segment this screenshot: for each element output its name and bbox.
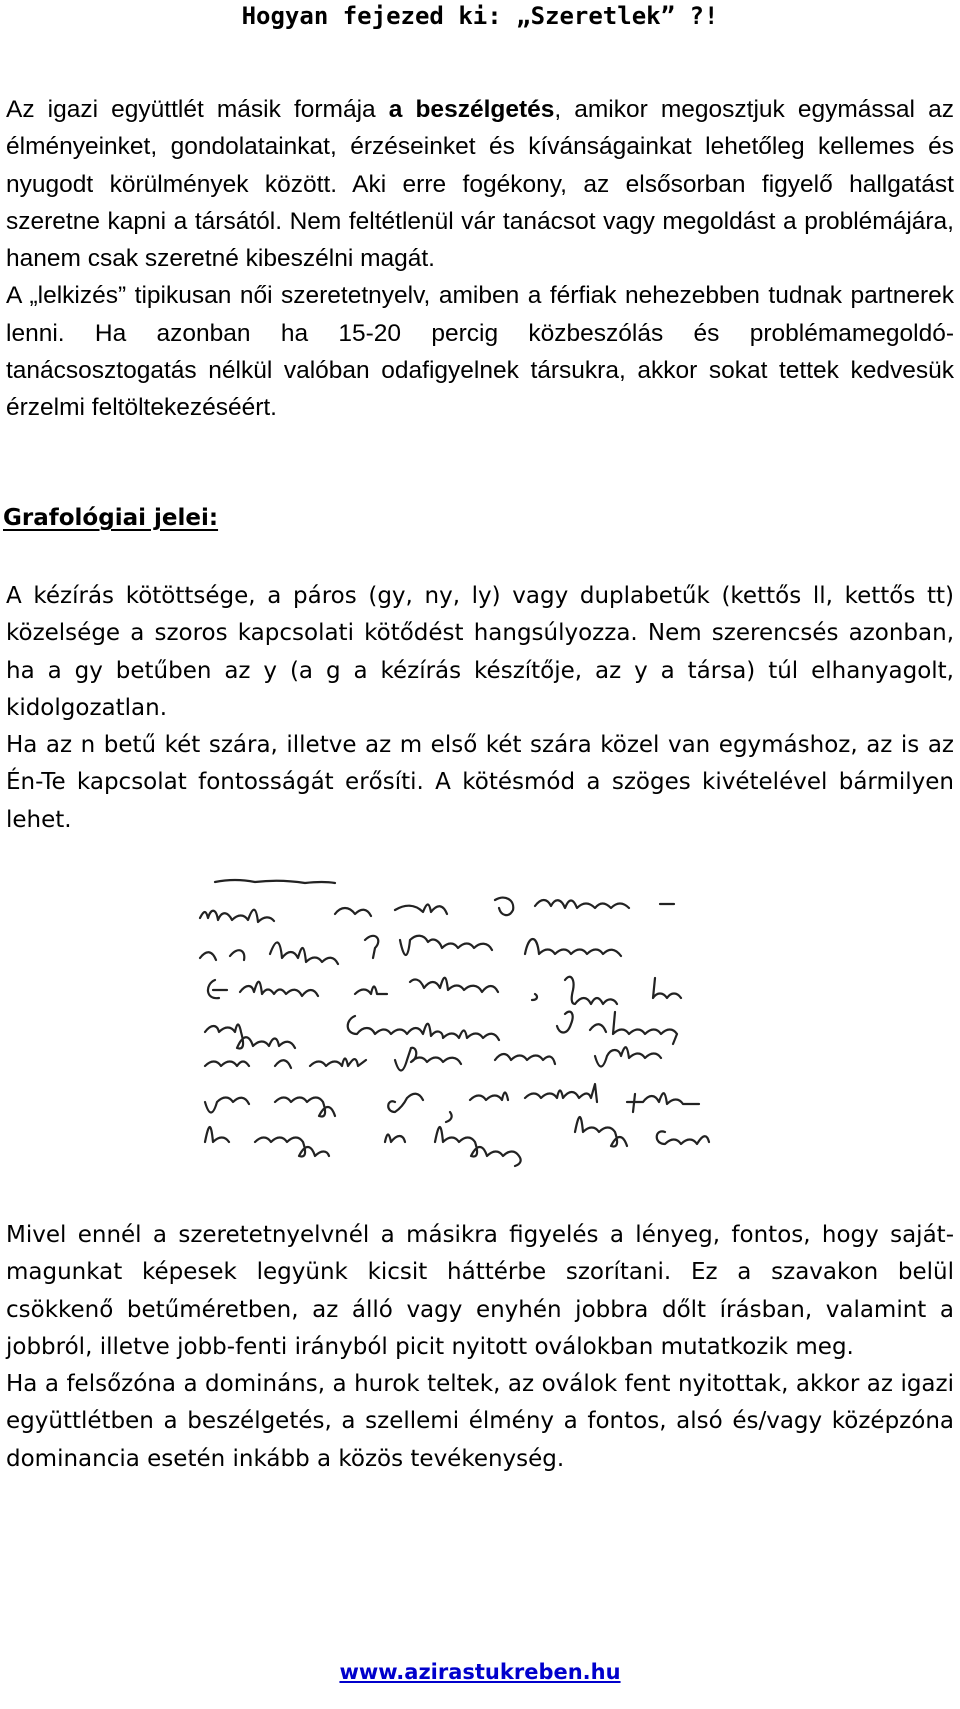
page-title: Hogyan fejezed ki: „Szeretlek” ?! [241, 2, 719, 30]
closing-paragraph-1: Mivel ennél a szeretetnyelvnél a másikra figyelés a lényeg, fontos, hogy saját-magunkat képesek legyünk kicsit háttérbe szorítani. Ez a szavakon belül csökkenő betűméretben, az álló vagy enyhén jobbra dőlt írásban, valamint a jobbról, illetve jobb-fenti irányból picit nyitott oválokban mutatkozik meg. [6, 1222, 954, 1360]
footer-link[interactable]: www.azirastukreben.hu [339, 1660, 621, 1684]
intro-paragraph-second: A „lelkizés” tipikusan női szeretetnyelv, amiben a férfiak nehezebben tudnak partnerek lenni. Ha azonban ha 15-20 percig közbeszólás és problémamegoldó-tanácsosztogatás nélkül valóban odafigyelnek társukra, akkor sokat tettek kedvesük érzelmi feltöltekezéséért. [6, 282, 954, 422]
closing-paragraph-2: Ha a felsőzóna a domináns, a hurok teltek, az oválok fent nyitottak, akkor az igazi együttlétben a beszélgetés, a szellemi élmény a fontos, alsó és/vagy középzóna dominancia esetén inkább a közös tevékenység. [6, 1371, 954, 1472]
intro-paragraph [6, 91, 954, 277]
intro-text-start: Az igazi együttlét másik formája [6, 96, 389, 123]
section-heading: Grafológiai jelei: [3, 505, 219, 531]
intro-section [6, 91, 954, 427]
intro-text-rest: , amikor megosztjuk egymással az élményeinket, gondolatainkat, érzéseinket és kívánságainkat lehetőleg kellemes és nyugodt körülmények között. Aki erre fogékony, az elsősorban figyelő hallgatást szeretne kapni a társától. Nem feltétlenül vár tanácsot vagy megoldást a problémájára, hanem csak szeretné kibeszélni magát. [6, 96, 954, 273]
graphology-paragraph-2: Ha az n betű két szára, illetve az m első két szára közel van egymáshoz, az is az Én-Te kapcsolat fontosságát erősíti. A kötésmód a szöges kivételével bármilyen lehet. [6, 732, 954, 833]
closing-section [6, 1217, 954, 1478]
graphology-paragraph-1: A kézírás kötöttsége, a páros (gy, ny, ly) vagy duplabetűk (kettős ll, kettős tt) közelsége a szoros kapcsolati kötődést hangsúlyozza. Nem szerencsés azonban, ha a gy betűben az y (a g a kézírás készítője, az y a társa) túl elhanyagolt, kidolgozatlan. [6, 583, 954, 721]
handwriting-sample-image [195, 870, 755, 1170]
intro-bold-term: a beszélgetés [388, 96, 555, 123]
graphology-section [6, 578, 954, 839]
